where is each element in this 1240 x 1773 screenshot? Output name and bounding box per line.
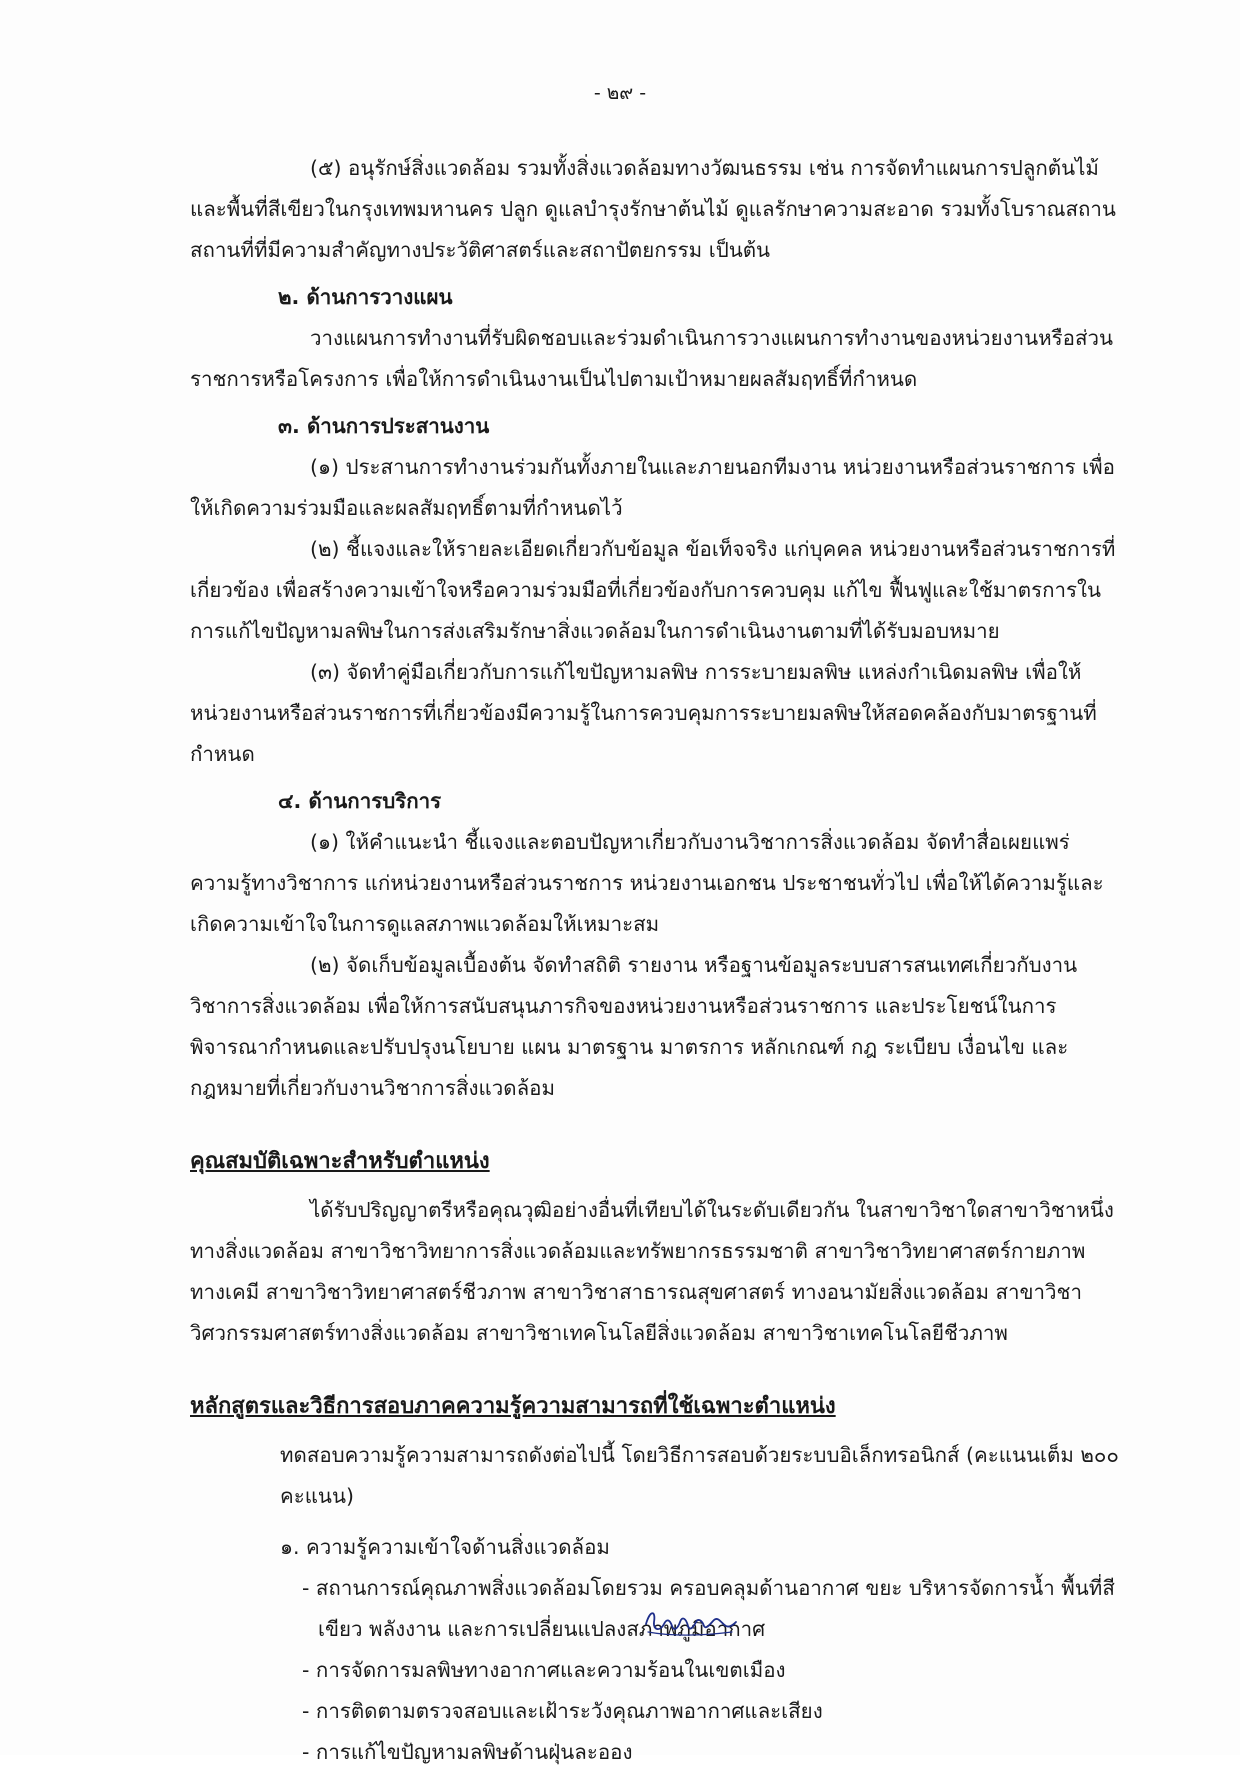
handwritten-signature	[640, 1602, 740, 1642]
exam-item-1-bullets	[190, 1568, 1120, 1773]
exam-item-1-heading: ๑. ความรู้ความเข้าใจด้านสิ่งแวดล้อม	[280, 1535, 610, 1559]
planning-heading: ๒. ด้านการวางแผน	[278, 285, 453, 309]
planning-text: วางแผนการทำงานที่รับผิดชอบและร่วมดำเนินการวางแผนการทำงานของหน่วยงานหรือส่วนราชการหรือโครงการ เพื่อให้การดำเนินงานเป็นไปตามเป้าหมายผลสัมฤทธิ์ที่กำหนด	[190, 326, 1114, 391]
coordination-heading: ๓. ด้านการประสานงาน	[278, 414, 490, 438]
list-item: - สถานการณ์คุณภาพสิ่งแวดล้อมโดยรวม ครอบคลุมด้านอากาศ ขยะ บริหารจัดการน้ำ พื้นที่สีเขียว พลังงาน และการเปลี่ยนแปลงสภาพภูมิอากาศ	[302, 1576, 1115, 1641]
service-heading: ๔. ด้านการบริการ	[278, 789, 442, 813]
exam-title: หลักสูตรและวิธีการสอบภาคความรู้ความสามารถที่ใช้เฉพาะตำแหน่ง	[190, 1394, 836, 1419]
service-item-2: (๒) จัดเก็บข้อมูลเบื้องต้น จัดทำสถิติ รายงาน หรือฐานข้อมูลระบบสารสนเทศเกี่ยวกับงานวิชาการสิ่งแวดล้อม เพื่อให้การสนับสนุนภารกิจของหน่วยงานหรือส่วนราชการ และประโยชน์ในการพิจารณากำหนดและปรับปรุงนโยบาย แผน มาตรฐาน มาตรการ หลักเกณฑ์ กฎ ระเบียบ เงื่อนไข และกฎหมายที่เกี่ยวกับงานวิชาการสิ่งแวดล้อม	[190, 953, 1078, 1100]
service-item-1: (๑) ให้คำแนะนำ ชี้แจงและตอบปัญหาเกี่ยวกับงานวิชาการสิ่งแวดล้อม จัดทำสื่อเผยแพร่ความรู้ทางวิชาการ แก่หน่วยงานหรือส่วนราชการ หน่วยงานเอกชน ประชาชนทั่วไป เพื่อให้ได้ความรู้และเกิดความเข้าใจในการดูแลสภาพแวดล้อมให้เหมาะสม	[190, 830, 1104, 936]
coordination-item-2: (๒) ชี้แจงและให้รายละเอียดเกี่ยวกับข้อมูล ข้อเท็จจริง แก่บุคคล หน่วยงานหรือส่วนราชการที่เกี่ยวข้อง เพื่อสร้างความเข้าใจหรือความร่วมมือที่เกี่ยวข้องกับการควบคุม แก้ไข ฟื้นฟูและใช้มาตรการในการแก้ไขปัญหามลพิษในการส่งเสริมรักษาสิ่งแวดล้อมในการดำเนินงานตามที่ได้รับมอบหมาย	[190, 537, 1116, 643]
duty-paragraph-5: (๕) อนุรักษ์สิ่งแวดล้อม รวมทั้งสิ่งแวดล้อมทางวัฒนธรรม เช่น การจัดทำแผนการปลูกต้นไม้และพื้นที่สีเขียวในกรุงเทพมหานคร ปลูก ดูแลบำรุงรักษาต้นไม้ ดูแลรักษาความสะอาด รวมทั้งโบราณสถาน สถานที่ที่มีความสำคัญทางประวัติศาสตร์และสถาปัตยกรรม เป็นต้น	[190, 156, 1116, 262]
qualifications-text: ได้รับปริญญาตรีหรือคุณวุฒิอย่างอื่นที่เทียบได้ในระดับเดียวกัน ในสาขาวิชาใดสาขาวิชาหนึ่งทางสิ่งแวดล้อม สาขาวิชาวิทยาการสิ่งแวดล้อมและทรัพยากรธรรมชาติ สาขาวิชาวิทยาศาสตร์กายภาพ ทางเคมี สาขาวิชาวิทยาศาสตร์ชีวภาพ สาขาวิชาสาธารณสุขศาสตร์ ทางอนามัยสิ่งแวดล้อม สาขาวิชาวิศวกรรมศาสตร์ทางสิ่งแวดล้อม สาขาวิชาเทคโนโลยีสิ่งแวดล้อม สาขาวิชาเทคโนโลยีชีวภาพ	[190, 1198, 1114, 1345]
document-body	[190, 148, 1120, 1773]
page-number: - ๒๙ -	[593, 82, 647, 104]
coordination-item-3: (๓) จัดทำคู่มือเกี่ยวกับการแก้ไขปัญหามลพิษ การระบายมลพิษ แหล่งกำเนิดมลพิษ เพื่อให้หน่วยงานหรือส่วนราชการที่เกี่ยวข้องมีความรู้ในการควบคุมการระบายมลพิษให้สอดคล้องกับมาตรฐานที่กำหนด	[190, 660, 1097, 766]
list-item: - การแก้ไขปัญหามลพิษด้านฝุ่นละออง	[302, 1740, 633, 1764]
list-item: - การจัดการมลพิษทางอากาศและความร้อนในเขตเมือง	[302, 1658, 786, 1682]
qualifications-title: คุณสมบัติเฉพาะสำหรับตำแหน่ง	[190, 1149, 490, 1174]
coordination-item-1: (๑) ประสานการทำงานร่วมกันทั้งภายในและภายนอกทีมงาน หน่วยงานหรือส่วนราชการ เพื่อให้เกิดความร่วมมือและผลสัมฤทธิ์ตามที่กำหนดไว้	[190, 455, 1115, 520]
list-item: - การติดตามตรวจสอบและเฝ้าระวังคุณภาพอากาศและเสียง	[302, 1699, 823, 1723]
exam-note: ทดสอบความรู้ความสามารถดังต่อไปนี้ โดยวิธีการสอบด้วยระบบอิเล็กทรอนิกส์ (คะแนนเต็ม ๒๐๐ คะแนน)	[280, 1443, 1119, 1508]
